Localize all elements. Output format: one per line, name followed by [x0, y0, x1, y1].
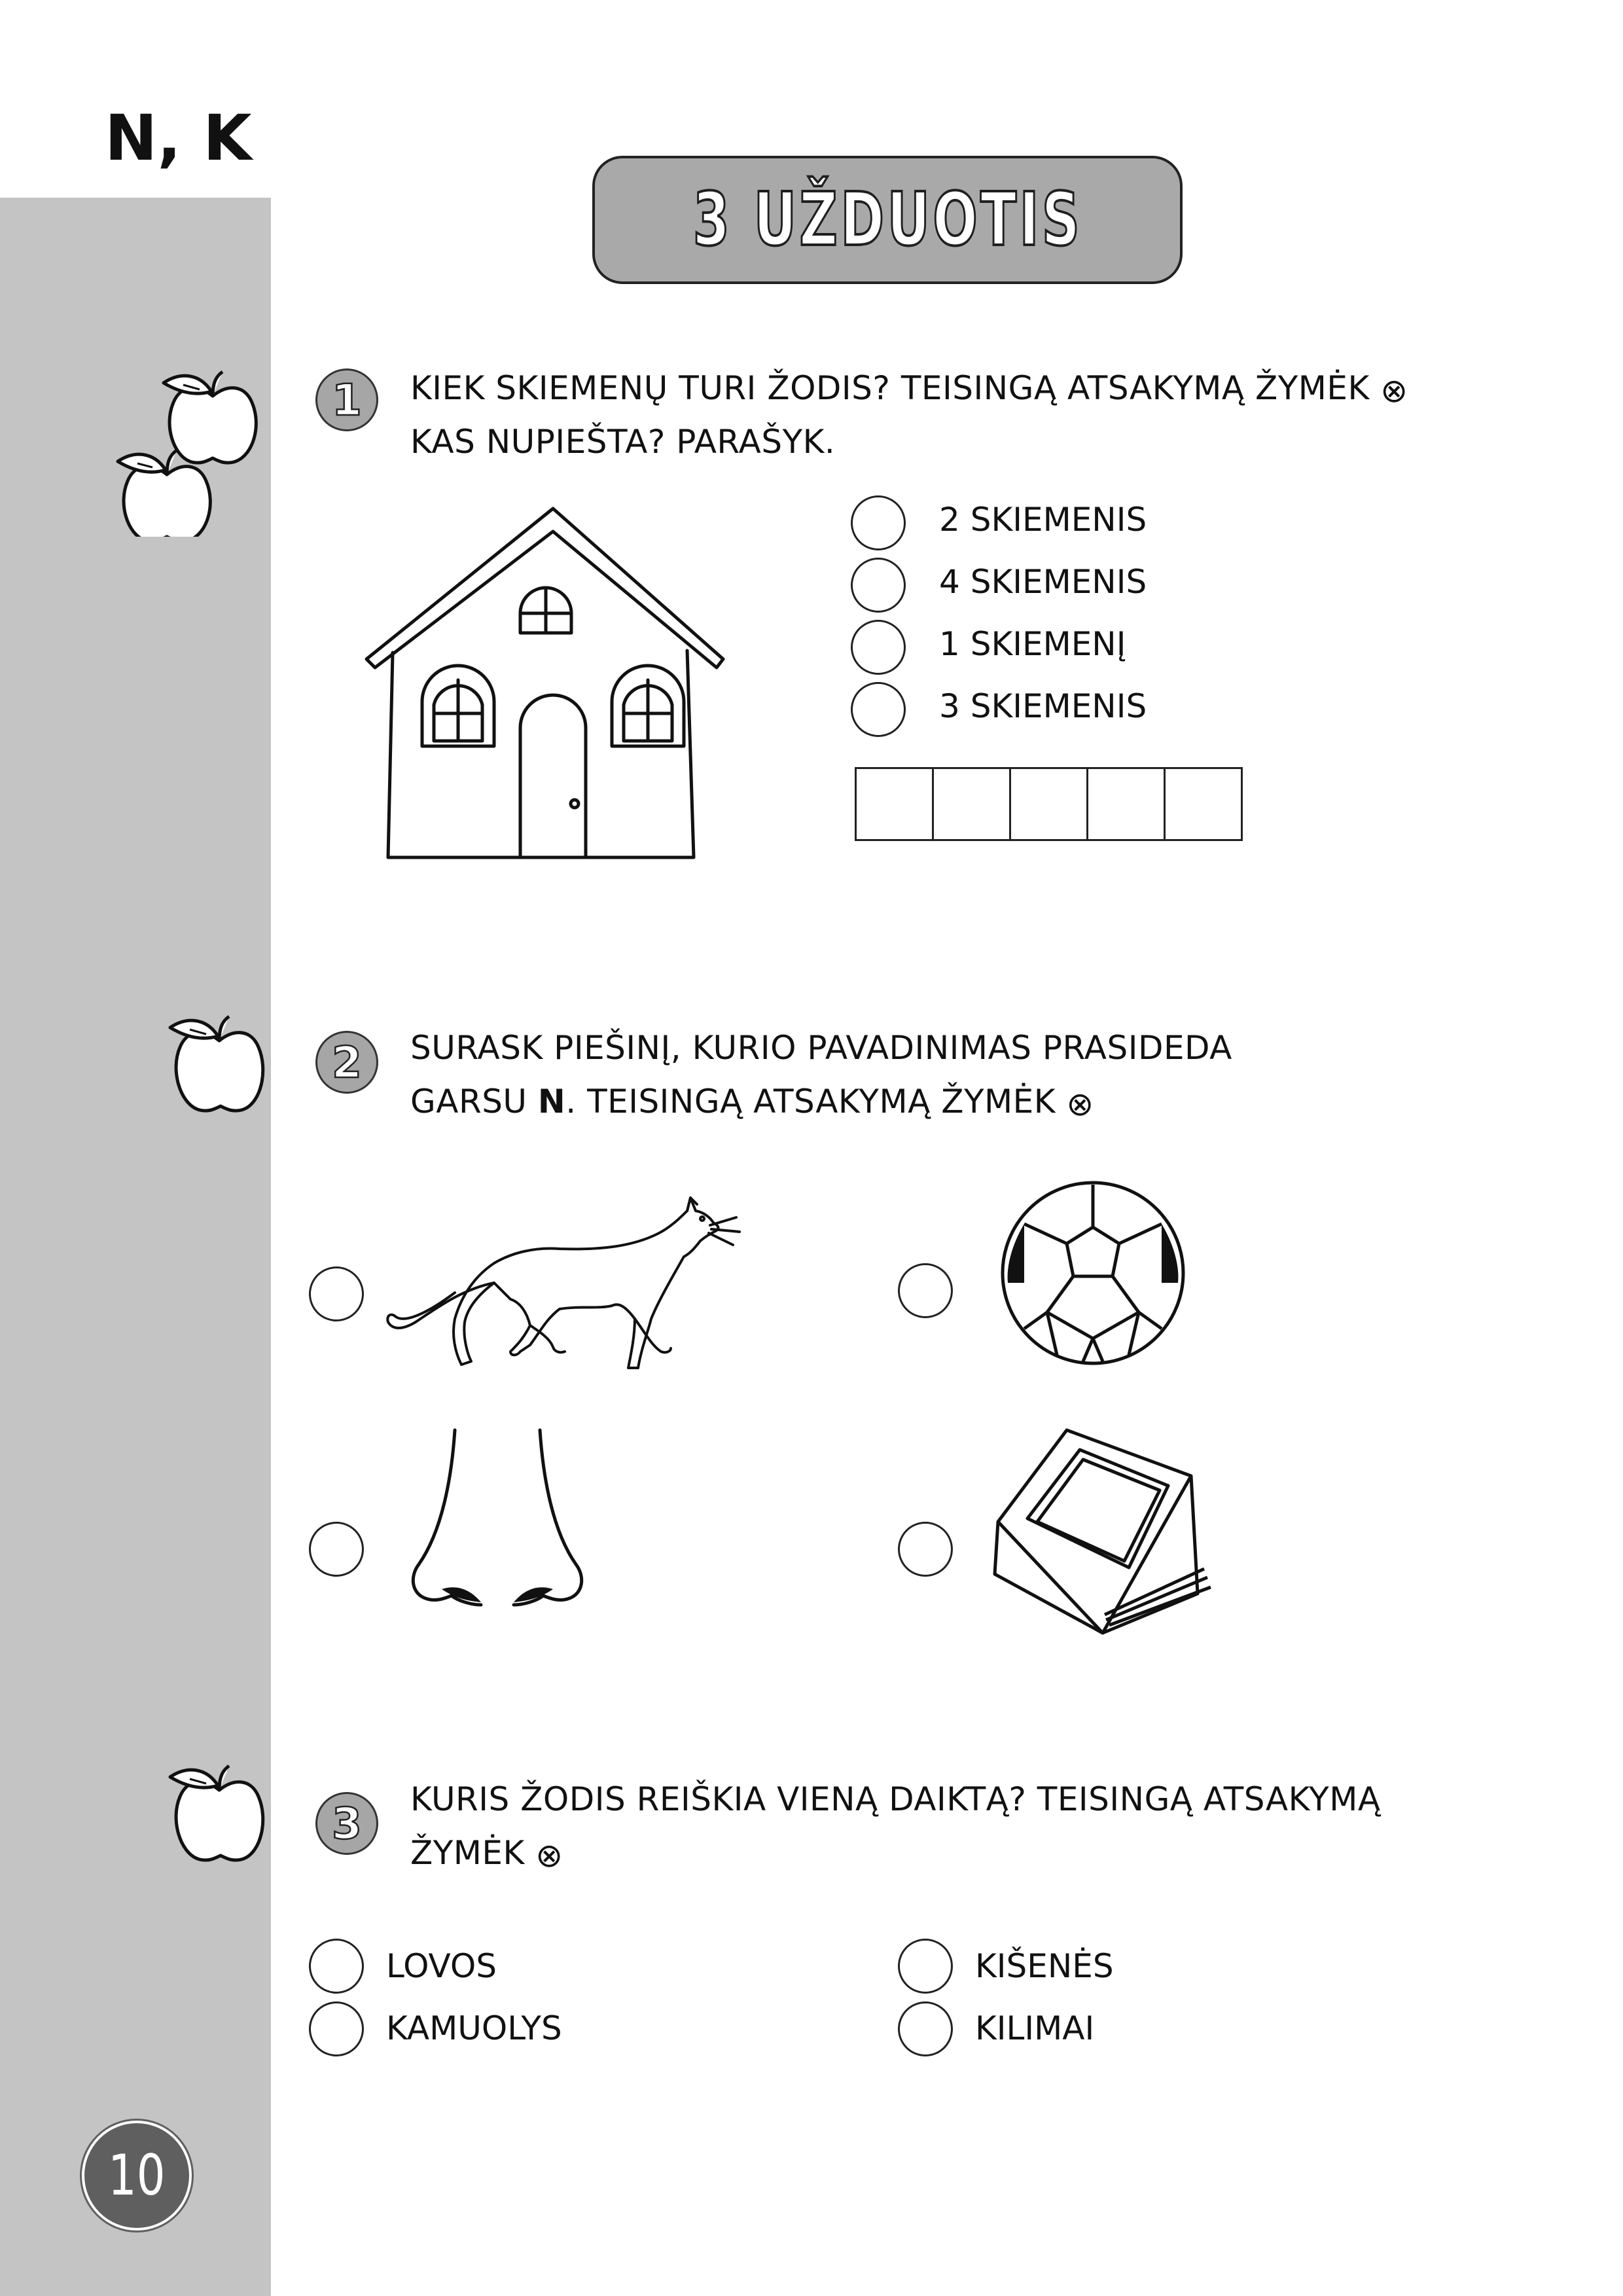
task-1-option-4-label: 3 SKIEMENIS — [939, 687, 1147, 725]
task-2-ball-radio[interactable] — [898, 1263, 953, 1318]
task-1-line2: KAS NUPIEŠTA? PARAŠYK. — [410, 423, 836, 461]
task-1-answer-boxes — [855, 767, 1243, 841]
answer-letter-box[interactable] — [1166, 769, 1241, 839]
answer-letter-box[interactable] — [1088, 769, 1166, 839]
task-title-box — [592, 156, 1183, 284]
task-2-cat-radio[interactable] — [309, 1266, 364, 1321]
task-3-instruction — [410, 1772, 1381, 1880]
task-1-option-3-label: 1 SKIEMENĮ — [939, 625, 1126, 663]
task-1-option-4-radio[interactable] — [851, 682, 906, 737]
task-2-nose-radio[interactable] — [309, 1522, 364, 1577]
task-2-line2-start: GARSU — [410, 1083, 538, 1121]
task-3-option-2-radio[interactable] — [898, 1939, 953, 1994]
task-2-line1: SURASK PIEŠINĮ, KURIO PAVADINIMAS PRASIDEDA — [410, 1029, 1232, 1067]
task-1-option-2-radio[interactable] — [851, 558, 906, 613]
task-3-option-4-radio[interactable] — [898, 2001, 953, 2056]
task-3-option-2-label: KIŠENĖS — [975, 1947, 1114, 1985]
task-1-option-3-radio[interactable] — [851, 620, 906, 675]
task-1-line1: KIEK SKIEMENŲ TURI ŽODIS? TEISINGĄ ATSAKYMĄ ŽYMĖK — [410, 369, 1370, 407]
page-number-badge — [82, 2121, 192, 2231]
apple-icon — [164, 1748, 268, 1892]
task-3-line2: ŽYMĖK — [410, 1834, 525, 1872]
task-3-option-4-label: KILIMAI — [975, 2009, 1095, 2047]
nose-icon — [406, 1427, 596, 1623]
task-2-instruction — [410, 1021, 1232, 1128]
cross-mark-icon: ⊗ — [535, 1837, 563, 1874]
answer-letter-box[interactable] — [934, 769, 1011, 839]
task-1-option-2-label: 4 SKIEMENIS — [939, 563, 1147, 601]
task-3-option-1-label: LOVOS — [386, 1947, 497, 1985]
task-1-number: 1 — [315, 368, 378, 431]
answer-letter-box[interactable] — [857, 769, 934, 839]
task-2-number: 2 — [315, 1031, 378, 1094]
task-3-option-1-radio[interactable] — [309, 1939, 364, 1994]
house-icon — [363, 505, 730, 864]
task-3-option-3-radio[interactable] — [309, 2001, 364, 2056]
cross-mark-icon: ⊗ — [1380, 372, 1408, 410]
task-title: 3 UŽDUOTIS — [692, 177, 1082, 262]
apples-icon — [82, 347, 272, 537]
task-3-number: 3 — [315, 1792, 378, 1855]
book-icon — [988, 1424, 1224, 1640]
task-1-option-1-radio[interactable] — [851, 495, 906, 550]
apple-icon — [164, 998, 268, 1142]
page-number: 10 — [108, 2143, 166, 2208]
answer-letter-box[interactable] — [1011, 769, 1088, 839]
ball-icon — [998, 1178, 1188, 1368]
section-letters: N, K — [105, 101, 252, 175]
task-3-line1: KURIS ŽODIS REIŠKIA VIENĄ DAIKTĄ? TEISINGĄ ATSAKYMĄ — [410, 1780, 1381, 1818]
task-2-book-radio[interactable] — [898, 1522, 953, 1577]
cross-mark-icon: ⊗ — [1066, 1085, 1094, 1123]
cat-icon — [383, 1185, 756, 1381]
task-1-instruction — [410, 361, 1408, 469]
task-1-option-1-label: 2 SKIEMENIS — [939, 501, 1147, 539]
task-2-sound-letter: N — [537, 1083, 566, 1121]
task-3-option-3-label: KAMUOLYS — [386, 2009, 562, 2047]
task-2-line2-end: . TEISINGĄ ATSAKYMĄ ŽYMĖK — [565, 1083, 1056, 1121]
